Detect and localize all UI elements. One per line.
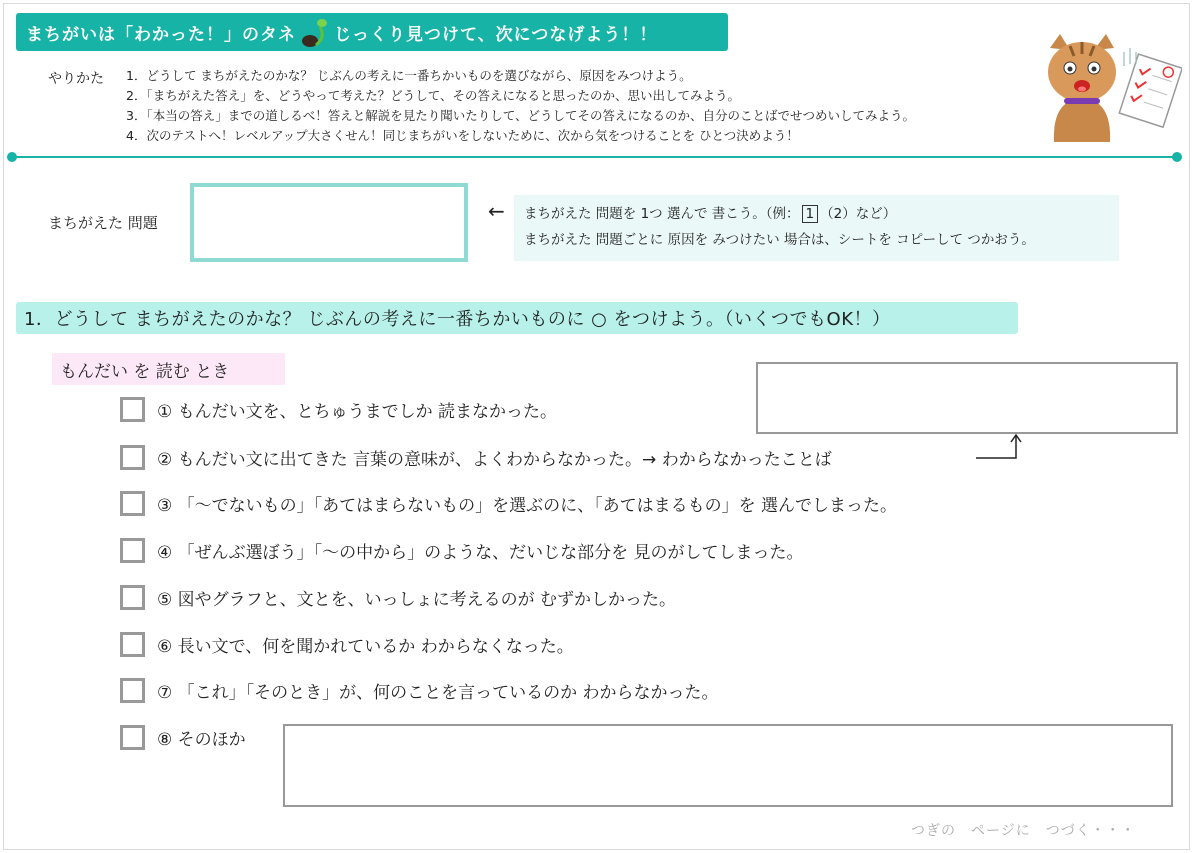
checkbox[interactable] [120, 397, 145, 422]
instruction-step: 1．どうして まちがえたのかな？ じぶんの考えに一番ちかいものを選びながら、原因をみつけよう。 [126, 68, 692, 83]
mistaken-question-label: まちがえた 問題 [48, 214, 158, 232]
other-reason-input[interactable] [283, 724, 1173, 807]
checklist-item[interactable] [120, 538, 804, 563]
checklist-item[interactable] [120, 632, 574, 657]
checklist-item[interactable] [120, 445, 832, 470]
checklist-item-label: ① もんだい文を、とちゅうまでしか 読まなかった。 [157, 402, 558, 422]
hint-text: まちがえた 問題を 1つ 選んで 書こう。（例： [524, 206, 800, 222]
link-arrow-icon [972, 432, 1032, 468]
continued-footer: つぎの ページに つづく・・・ [911, 823, 1136, 839]
header-divider [12, 156, 1177, 158]
mistaken-question-input[interactable] [190, 183, 468, 262]
checklist-item[interactable] [120, 585, 676, 610]
worried-cat-illustration [1042, 30, 1182, 142]
checkbox[interactable] [120, 725, 145, 750]
checklist-item[interactable] [120, 397, 557, 422]
instruction-step: 3．「本当の答え」までの道しるべ！答えと解説を見たり聞いたりして、どうしてその答えになるのか、自分のことばでせつめいしてみよう。 [126, 108, 915, 123]
sprout-icon [300, 15, 330, 49]
checklist-item-label: ⑧ そのほか [157, 730, 246, 750]
checkbox[interactable] [120, 538, 145, 563]
checkbox[interactable] [120, 491, 145, 516]
checklist-item-label: ④ 「ぜんぶ選ぼう」「〜の中から」のような、だいじな部分を 見のがしてしまった。 [157, 543, 804, 563]
checklist-item[interactable] [120, 725, 246, 750]
left-arrow-icon: ← [488, 199, 505, 223]
hint-line-2: まちがえた 問題ごとに 原因を みつけたい 場合は、シートを コピーして つかおう。 [524, 232, 1035, 248]
checklist-item-label: ③ 「〜でないもの」「あてはまらないもの」を選ぶのに、「あてはまるもの」を 選んでしまった。 [157, 496, 898, 516]
checklist-item-label: ⑤ 図やグラフと、文とを、いっしょに考えるのが むずかしかった。 [157, 590, 677, 610]
unknown-words-input[interactable] [756, 362, 1178, 434]
section-1-heading: 1．どうして まちがえたのかな？ じぶんの考えに一番ちかいものに ○ をつけよう。（いくつでもOK！） [16, 302, 1018, 334]
instructions-steps [126, 66, 915, 146]
checklist-item[interactable] [120, 491, 897, 516]
divider-end-dot [1172, 152, 1182, 162]
checklist-item-label: ⑦ 「これ」「そのとき」が、何のことを言っているのか わからなかった。 [157, 683, 719, 703]
instructions-label: やりかた [48, 71, 104, 87]
title-banner [16, 13, 728, 51]
title-part2: じっくり見つけて、次につなげよう！！ [334, 24, 658, 45]
checkbox[interactable] [120, 445, 145, 470]
hint-line-1 [524, 201, 1119, 227]
checkbox[interactable] [120, 632, 145, 657]
title-part1: まちがいは「わかった！」のタネ [26, 24, 296, 45]
instruction-step: 2．「まちがえた答え」を、どうやって考えた？どうして、その答えになると思ったのか、思い出してみよう。 [126, 88, 740, 103]
question-hint-box [514, 195, 1119, 261]
checkbox[interactable] [120, 678, 145, 703]
instruction-step: 4．次のテストへ！レベルアップ大さくせん！同じまちがいをしないために、次から気をつけることを ひとつ決めよう！ [126, 128, 799, 143]
reading-subheading: もんだい を 読む とき [52, 353, 285, 385]
checkbox[interactable] [120, 585, 145, 610]
divider-end-dot [7, 152, 17, 162]
checklist-item[interactable] [120, 678, 719, 703]
checklist-item-label: ② もんだい文に出てきた 言葉の意味が、よくわからなかった。→ わからなかったことば [157, 450, 832, 470]
checklist-item-label: ⑥ 長い文で、何を聞かれているか わからなくなった。 [157, 637, 574, 657]
hint-text: （2）など） [820, 206, 897, 222]
example-number-box: 1 [802, 205, 819, 223]
